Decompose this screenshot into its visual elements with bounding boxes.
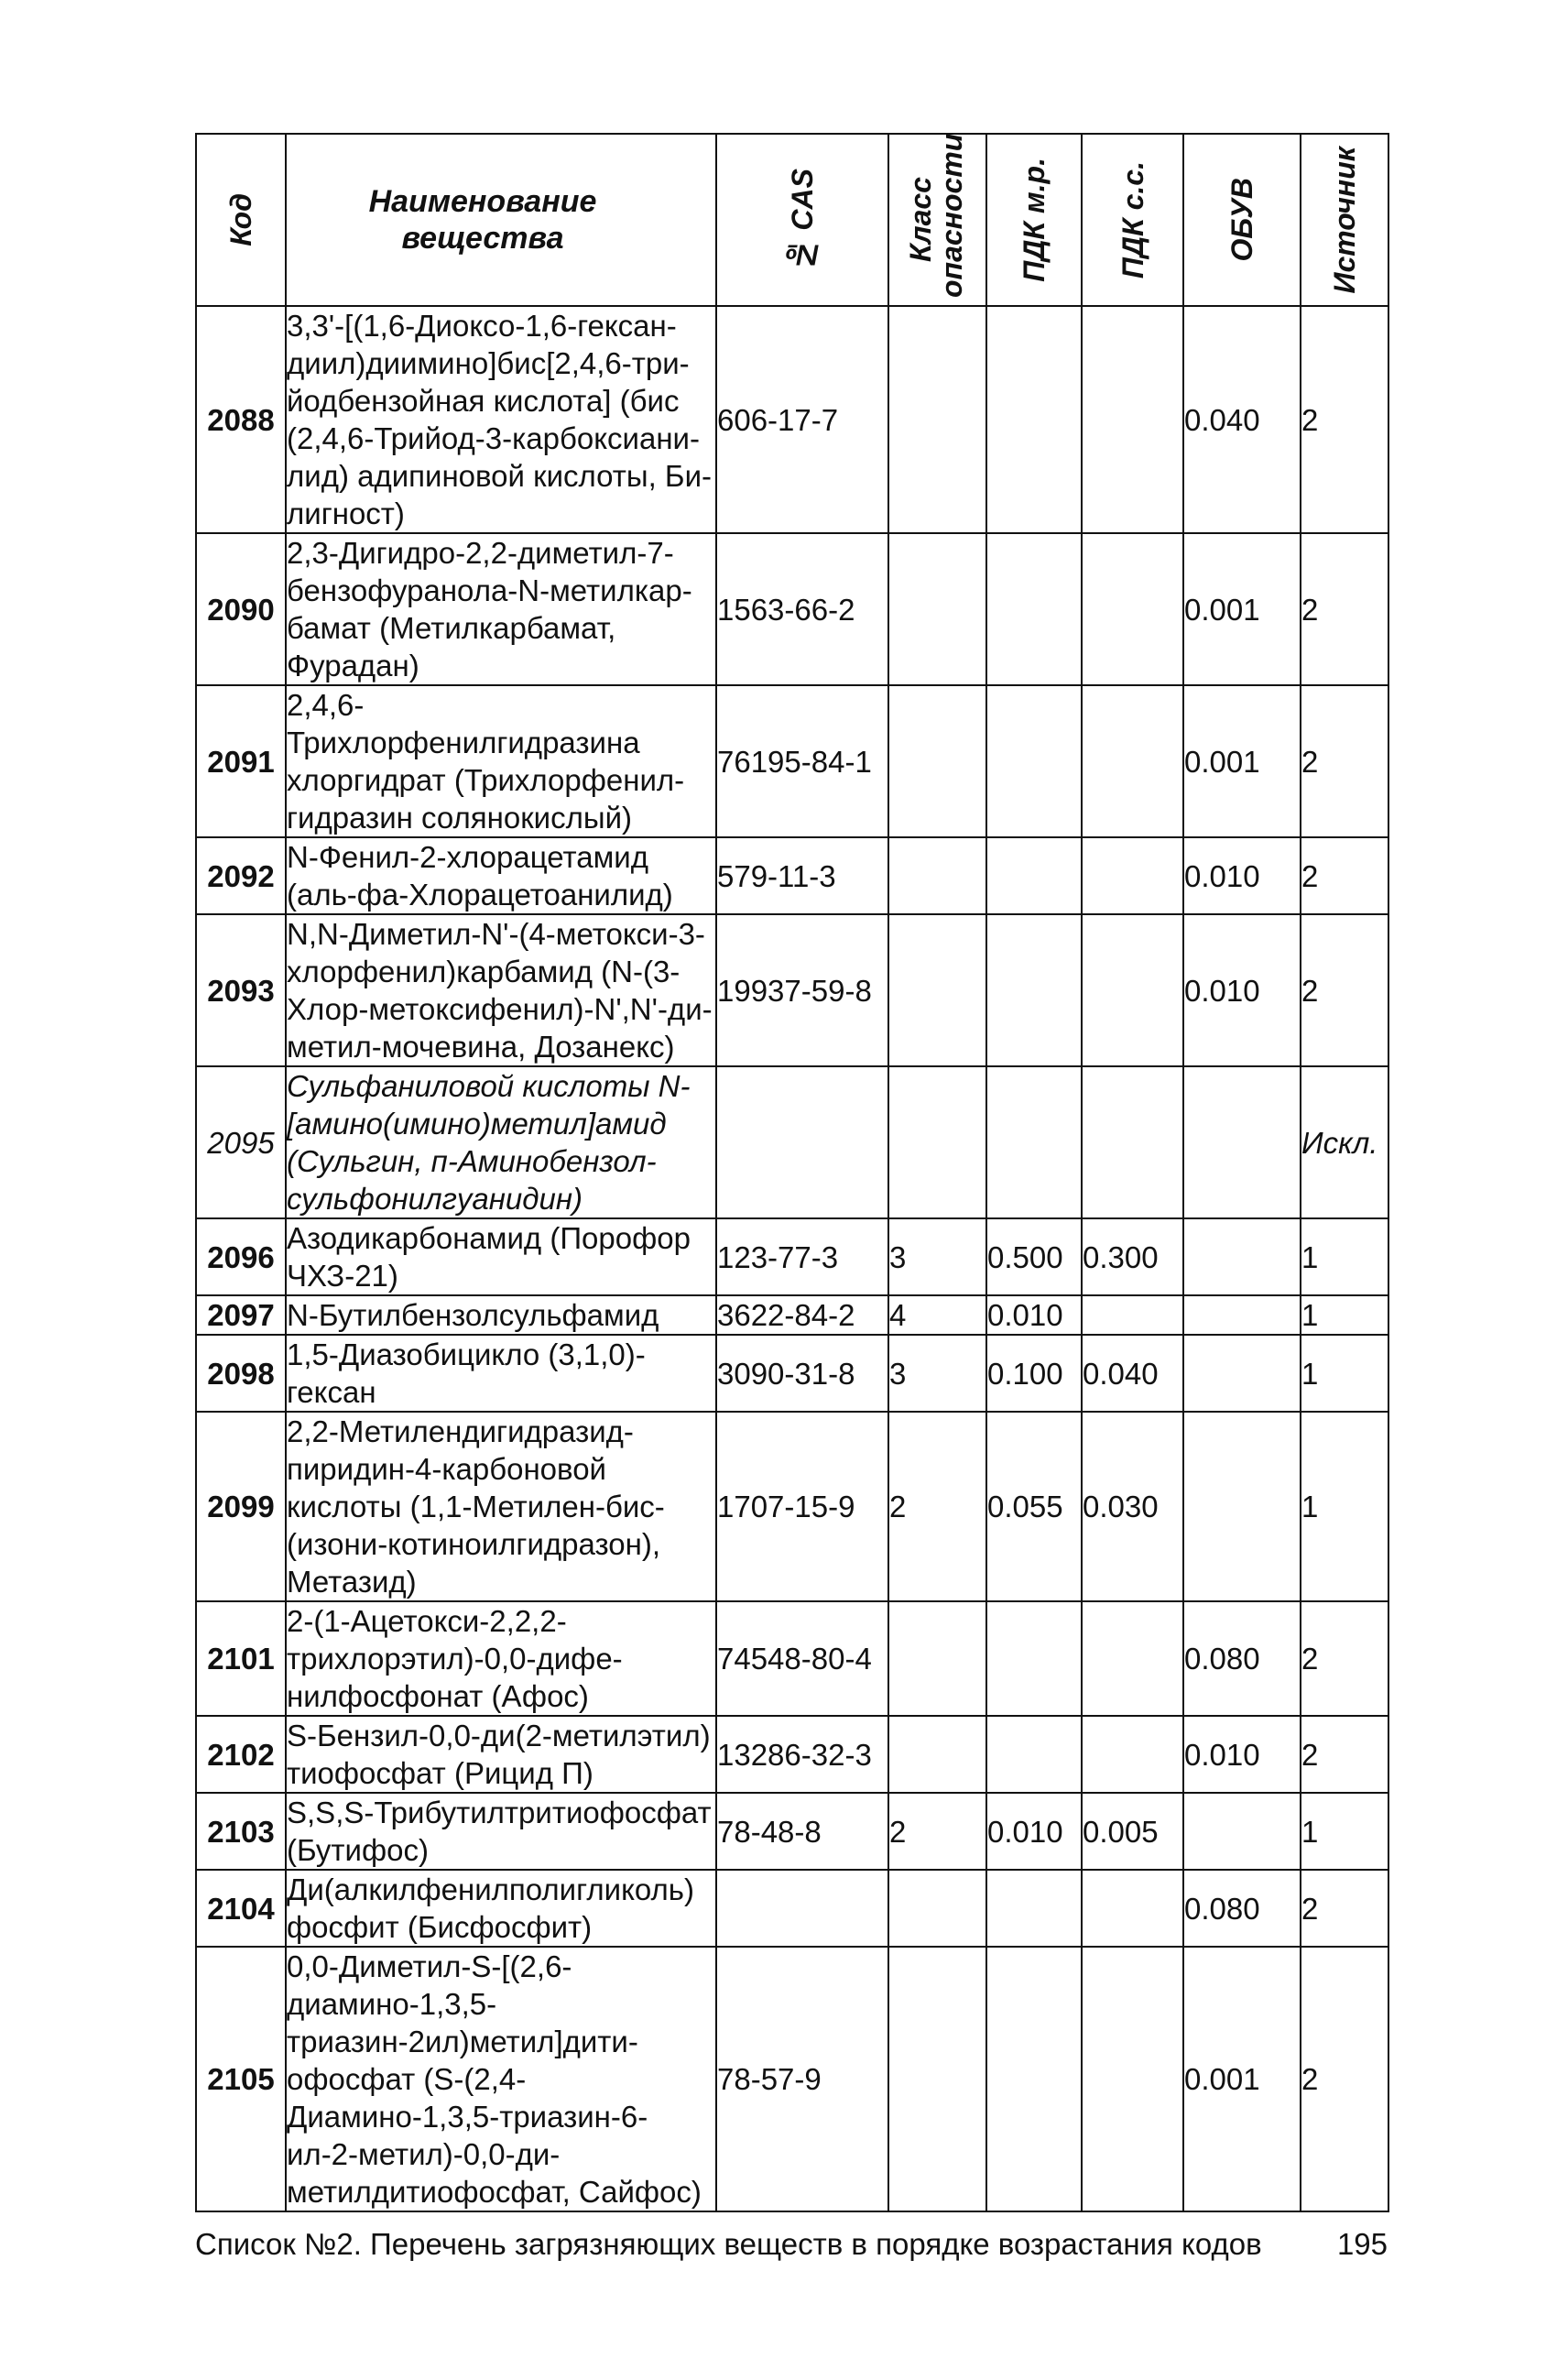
cell-hazard-class [888,914,986,1066]
header-hazard-class: Класс опасности [888,134,986,306]
cell-source: 1 [1301,1218,1388,1295]
cell-pdk-ss [1082,1295,1183,1335]
cell-source: 2 [1301,1947,1388,2211]
cell-obuv: 0.010 [1183,914,1301,1066]
cell-obuv [1183,1218,1301,1295]
cell-obuv: 0.080 [1183,1870,1301,1947]
cell-hazard-class [888,1716,986,1793]
cell-code: 2097 [196,1295,286,1335]
cell-pdk-ss [1082,306,1183,533]
cell-cas [716,1870,888,1947]
cell-cas: 579-11-3 [716,837,888,914]
cell-obuv: 0.010 [1183,1716,1301,1793]
cell-pdk-ss: 0.030 [1082,1412,1183,1601]
cell-source: 2 [1301,533,1388,685]
cell-name: 2,2-Метилендигидразид-пиридин-4-карбоновой кислоты (1,1-Метилен-бис-(изони-котиноилгидразон), Метазид) [286,1412,716,1601]
cell-pdk-mr [986,1870,1082,1947]
cell-cas: 78-57-9 [716,1947,888,2211]
cell-code: 2093 [196,914,286,1066]
table-row [196,1947,1388,2211]
substances-table [195,133,1389,2212]
cell-name: 3,3'-[(1,6-Диоксо-1,6-гексан-диил)диимино]бис[2,4,6-три-йодбензойная кислота] (бис (2,4,6-Трийод-3-карбоксиани-лид) адипиновой кислоты, Би-лигност) [286,306,716,533]
cell-obuv: 0.001 [1183,533,1301,685]
cell-source: 1 [1301,1335,1388,1412]
cell-pdk-ss: 0.005 [1082,1793,1183,1870]
cell-name: N,N-Диметил-N'-(4-метокси-3-хлорфенил)карбамид (N-(3-Хлор-метоксифенил)-N',N'-ди-метил-мочевина, Дозанекс) [286,914,716,1066]
cell-source: 2 [1301,1716,1388,1793]
header-cas: № CAS [716,134,888,306]
cell-code: 2105 [196,1947,286,2211]
cell-hazard-class [888,1601,986,1716]
cell-cas: 76195-84-1 [716,685,888,837]
cell-name: Ди(алкилфенилполигликоль) фосфит (Бисфосфит) [286,1870,716,1947]
cell-pdk-ss: 0.300 [1082,1218,1183,1295]
table-header-row [196,134,1388,306]
cell-code: 2096 [196,1218,286,1295]
cell-hazard-class: 2 [888,1412,986,1601]
cell-name: Сульфаниловой кислоты N-[амино(имино)метил]амид (Сульгин, п-Аминобензол-сульфонилгуанидин) [286,1066,716,1218]
cell-cas: 13286-32-3 [716,1716,888,1793]
cell-obuv [1183,1793,1301,1870]
cell-cas: 78-48-8 [716,1793,888,1870]
cell-obuv: 0.080 [1183,1601,1301,1716]
cell-cas: 123-77-3 [716,1218,888,1295]
header-pdk-mr: ПДК м.р. [986,134,1082,306]
cell-pdk-mr [986,1601,1082,1716]
cell-hazard-class: 3 [888,1335,986,1412]
cell-pdk-mr: 0.010 [986,1793,1082,1870]
header-obuv: ОБУВ [1183,134,1301,306]
cell-pdk-mr [986,1066,1082,1218]
cell-code: 2088 [196,306,286,533]
header-pdk-ss: ПДК с.с. [1082,134,1183,306]
cell-obuv [1183,1066,1301,1218]
cell-name: Азодикарбонамид (Порофор ЧХЗ-21) [286,1218,716,1295]
cell-hazard-class [888,1066,986,1218]
cell-pdk-ss [1082,1601,1183,1716]
cell-name: 2,4,6-Трихлорфенилгидразина хлоргидрат (Трихлорфенил-гидразин солянокислый) [286,685,716,837]
cell-name: 1,5-Диазобицикло (3,1,0)-гексан [286,1335,716,1412]
cell-name: S,S,S-Трибутилтритиофосфат (Бутифос) [286,1793,716,1870]
table-row [196,1870,1388,1947]
cell-pdk-mr [986,837,1082,914]
cell-obuv: 0.001 [1183,1947,1301,2211]
cell-pdk-ss [1082,1716,1183,1793]
cell-cas [716,1066,888,1218]
cell-code: 2095 [196,1066,286,1218]
table-row [196,1295,1388,1335]
cell-code: 2091 [196,685,286,837]
cell-pdk-ss [1082,685,1183,837]
cell-hazard-class [888,1947,986,2211]
cell-pdk-ss [1082,1947,1183,2211]
cell-obuv [1183,1412,1301,1601]
cell-source: Искл. [1301,1066,1388,1218]
cell-obuv: 0.010 [1183,837,1301,914]
header-name: Наименование вещества [286,134,716,306]
cell-pdk-ss [1082,837,1183,914]
cell-pdk-mr [986,533,1082,685]
header-code: Код [196,134,286,306]
cell-hazard-class: 3 [888,1218,986,1295]
table-row [196,1412,1388,1601]
cell-source: 1 [1301,1295,1388,1335]
cell-pdk-ss: 0.040 [1082,1335,1183,1412]
footer-caption: Список №2. Перечень загрязняющих веществ в порядке возрастания кодов [195,2227,1262,2261]
cell-pdk-mr [986,685,1082,837]
cell-cas: 1707-15-9 [716,1412,888,1601]
cell-code: 2098 [196,1335,286,1412]
cell-hazard-class: 2 [888,1793,986,1870]
table-row [196,1218,1388,1295]
page-number: 195 [1336,2227,1388,2261]
table-row [196,1716,1388,1793]
cell-name: S-Бензил-0,0-ди(2-метилэтил) тиофосфат (Рицид П) [286,1716,716,1793]
table-row [196,914,1388,1066]
table-row [196,837,1388,914]
cell-name: N-Бутилбензолсульфамид [286,1295,716,1335]
cell-source: 2 [1301,306,1388,533]
cell-obuv [1183,1335,1301,1412]
table-row [196,1066,1388,1218]
cell-obuv: 0.040 [1183,306,1301,533]
cell-hazard-class [888,837,986,914]
cell-pdk-ss [1082,1066,1183,1218]
table-row [196,1793,1388,1870]
cell-code: 2101 [196,1601,286,1716]
cell-obuv [1183,1295,1301,1335]
cell-pdk-mr [986,1947,1082,2211]
table-row [196,1601,1388,1716]
cell-hazard-class: 4 [888,1295,986,1335]
cell-pdk-mr [986,914,1082,1066]
cell-source: 2 [1301,1870,1388,1947]
cell-hazard-class [888,1870,986,1947]
cell-cas: 1563-66-2 [716,533,888,685]
cell-hazard-class [888,306,986,533]
cell-cas: 606-17-7 [716,306,888,533]
cell-code: 2103 [196,1793,286,1870]
cell-name: N-Фенил-2-хлорацетамид (аль-фа-Хлорацетоанилид) [286,837,716,914]
cell-name: 2,3-Дигидро-2,2-диметил-7-бензофуранола-N-метилкар-бамат (Метилкарбамат, Фурадан) [286,533,716,685]
cell-cas: 74548-80-4 [716,1601,888,1716]
cell-name: 2-(1-Ацетокси-2,2,2-трихлорэтил)-0,0-дифе-нилфосфонат (Афос) [286,1601,716,1716]
cell-code: 2102 [196,1716,286,1793]
cell-cas: 3622-84-2 [716,1295,888,1335]
cell-cas: 19937-59-8 [716,914,888,1066]
cell-code: 2092 [196,837,286,914]
cell-code: 2099 [196,1412,286,1601]
cell-pdk-mr: 0.500 [986,1218,1082,1295]
cell-name: 0,0-Диметил-S-[(2,6-диамино-1,3,5-триазин-2ил)метил]дити-офосфат (S-(2,4-Диамино-1,3,5-триазин-6-ил-2-метил)-0,0-ди-метилдитиофосфат, Сайфос) [286,1947,716,2211]
table-row [196,1335,1388,1412]
cell-pdk-mr: 0.100 [986,1335,1082,1412]
cell-pdk-mr: 0.055 [986,1412,1082,1601]
table-row [196,533,1388,685]
cell-pdk-ss [1082,914,1183,1066]
header-source: Источник [1301,134,1388,306]
cell-source: 2 [1301,1601,1388,1716]
cell-pdk-mr [986,306,1082,533]
cell-obuv: 0.001 [1183,685,1301,837]
table-row [196,306,1388,533]
cell-source: 2 [1301,685,1388,837]
cell-pdk-mr: 0.010 [986,1295,1082,1335]
table-row [196,685,1388,837]
cell-code: 2104 [196,1870,286,1947]
cell-hazard-class [888,685,986,837]
cell-pdk-mr [986,1716,1082,1793]
cell-source: 1 [1301,1793,1388,1870]
cell-pdk-ss [1082,1870,1183,1947]
cell-hazard-class [888,533,986,685]
cell-source: 2 [1301,837,1388,914]
cell-cas: 3090-31-8 [716,1335,888,1412]
cell-code: 2090 [196,533,286,685]
cell-source: 1 [1301,1412,1388,1601]
cell-pdk-ss [1082,533,1183,685]
cell-source: 2 [1301,914,1388,1066]
